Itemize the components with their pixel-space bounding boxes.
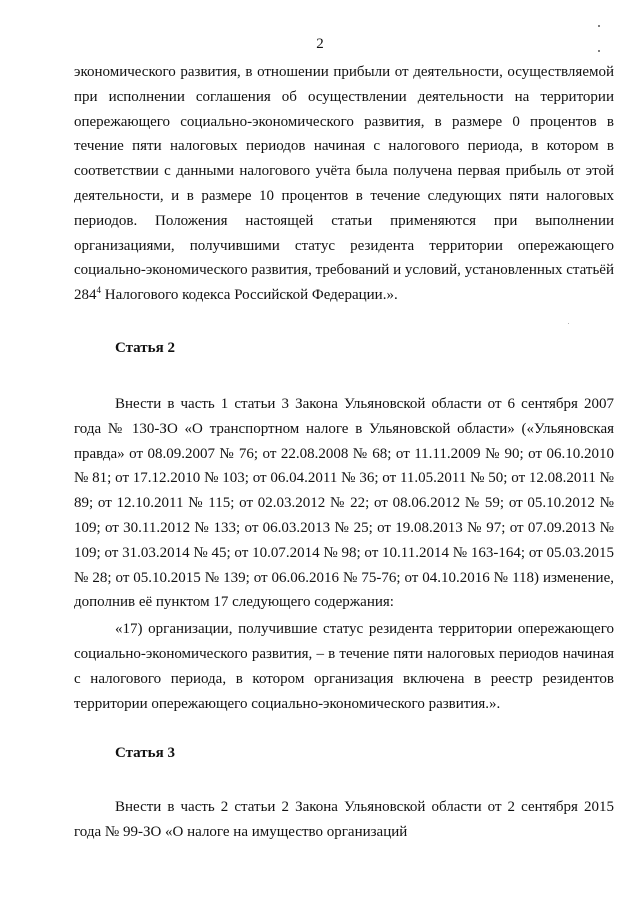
article3-heading: Статья 3 xyxy=(115,745,175,761)
article1-text-end: Налогового кодекса Российской Федерации.». xyxy=(101,287,398,304)
article2-paragraph: Внести в часть 1 статьи 3 Закона Ульяновской области от 6 сентября 2007 года № 130-ЗО «О транспортном налоге в Ульяновской области» («Ульяновская правда» от 08.09.2007 № 76; от 22.08.2008 № 68; от 11.11.2009 № 90; от 06.10.2010 № 81; от 17.12.2010 № 103; от 06.04.2011 № 36; от 11.05.2011 № 50; от 12.08.2011 № 89; от 12.10.2011 № 115; от 02.03.2012 № 22; от 08.06.2012 № 59; от 05.10.2012 № 109; от 30.11.2012 № 133; от 06.03.2013 № 25; от 19.08.2013 № 97; от 07.09.2013 № 109; от 31.03.2014 № 45; от 10.07.2014 № 98; от 10.11.2014 № 163-164; от 05.03.2015 № 28; от 05.10.2015 № 139; от 06.06.2016 № 75-76; от 04.10.2016 № 118) изменение, дополнив её пунктом 17 следующего содержания: xyxy=(74,396,614,611)
article1-continuation xyxy=(74,60,614,308)
article2-body xyxy=(74,392,614,716)
article2-quote: «17) организации, получившие статус резидента территории опережающего социально-экономического развития, – в течение пяти налоговых периодов начиная с налогового периода, в котором организация включена в реестр резидентов территории опережающего социально-экономического развития.». xyxy=(74,621,614,712)
article1-text: экономического развития, в отношении прибыли от деятельности, осуществляемой при исполнении соглашения об осуществлении деятельности на территории опережающего социально-экономического развития, в размере 0 процентов в течение пяти налоговых периодов начиная с налогового периода, в котором в соответствии с данными налогового учёта была получена первая прибыль от этой деятельности, и в размере 10 процентов в течение следующих пяти налоговых периодов. Положения настоящей статьи применяются при выполнении организациями, получившими статус резидента территории опережающего социально-экономического развития, требований и условий, установленных статьёй 284 xyxy=(74,64,614,304)
page-number: 2 xyxy=(316,36,324,52)
scan-speck xyxy=(598,25,600,27)
scan-speck xyxy=(598,50,600,52)
article1-tail-paragraph xyxy=(74,60,614,308)
article2-heading: Статья 2 xyxy=(115,340,175,356)
article3-body xyxy=(74,795,614,845)
article-number-superscript: 4 xyxy=(96,285,101,296)
article3-paragraph: Внести в часть 2 статьи 2 Закона Ульяновской области от 2 сентября 2015 года № 99-ЗО «О налоге на имущество организаций xyxy=(74,799,614,840)
scan-speck xyxy=(568,323,569,324)
